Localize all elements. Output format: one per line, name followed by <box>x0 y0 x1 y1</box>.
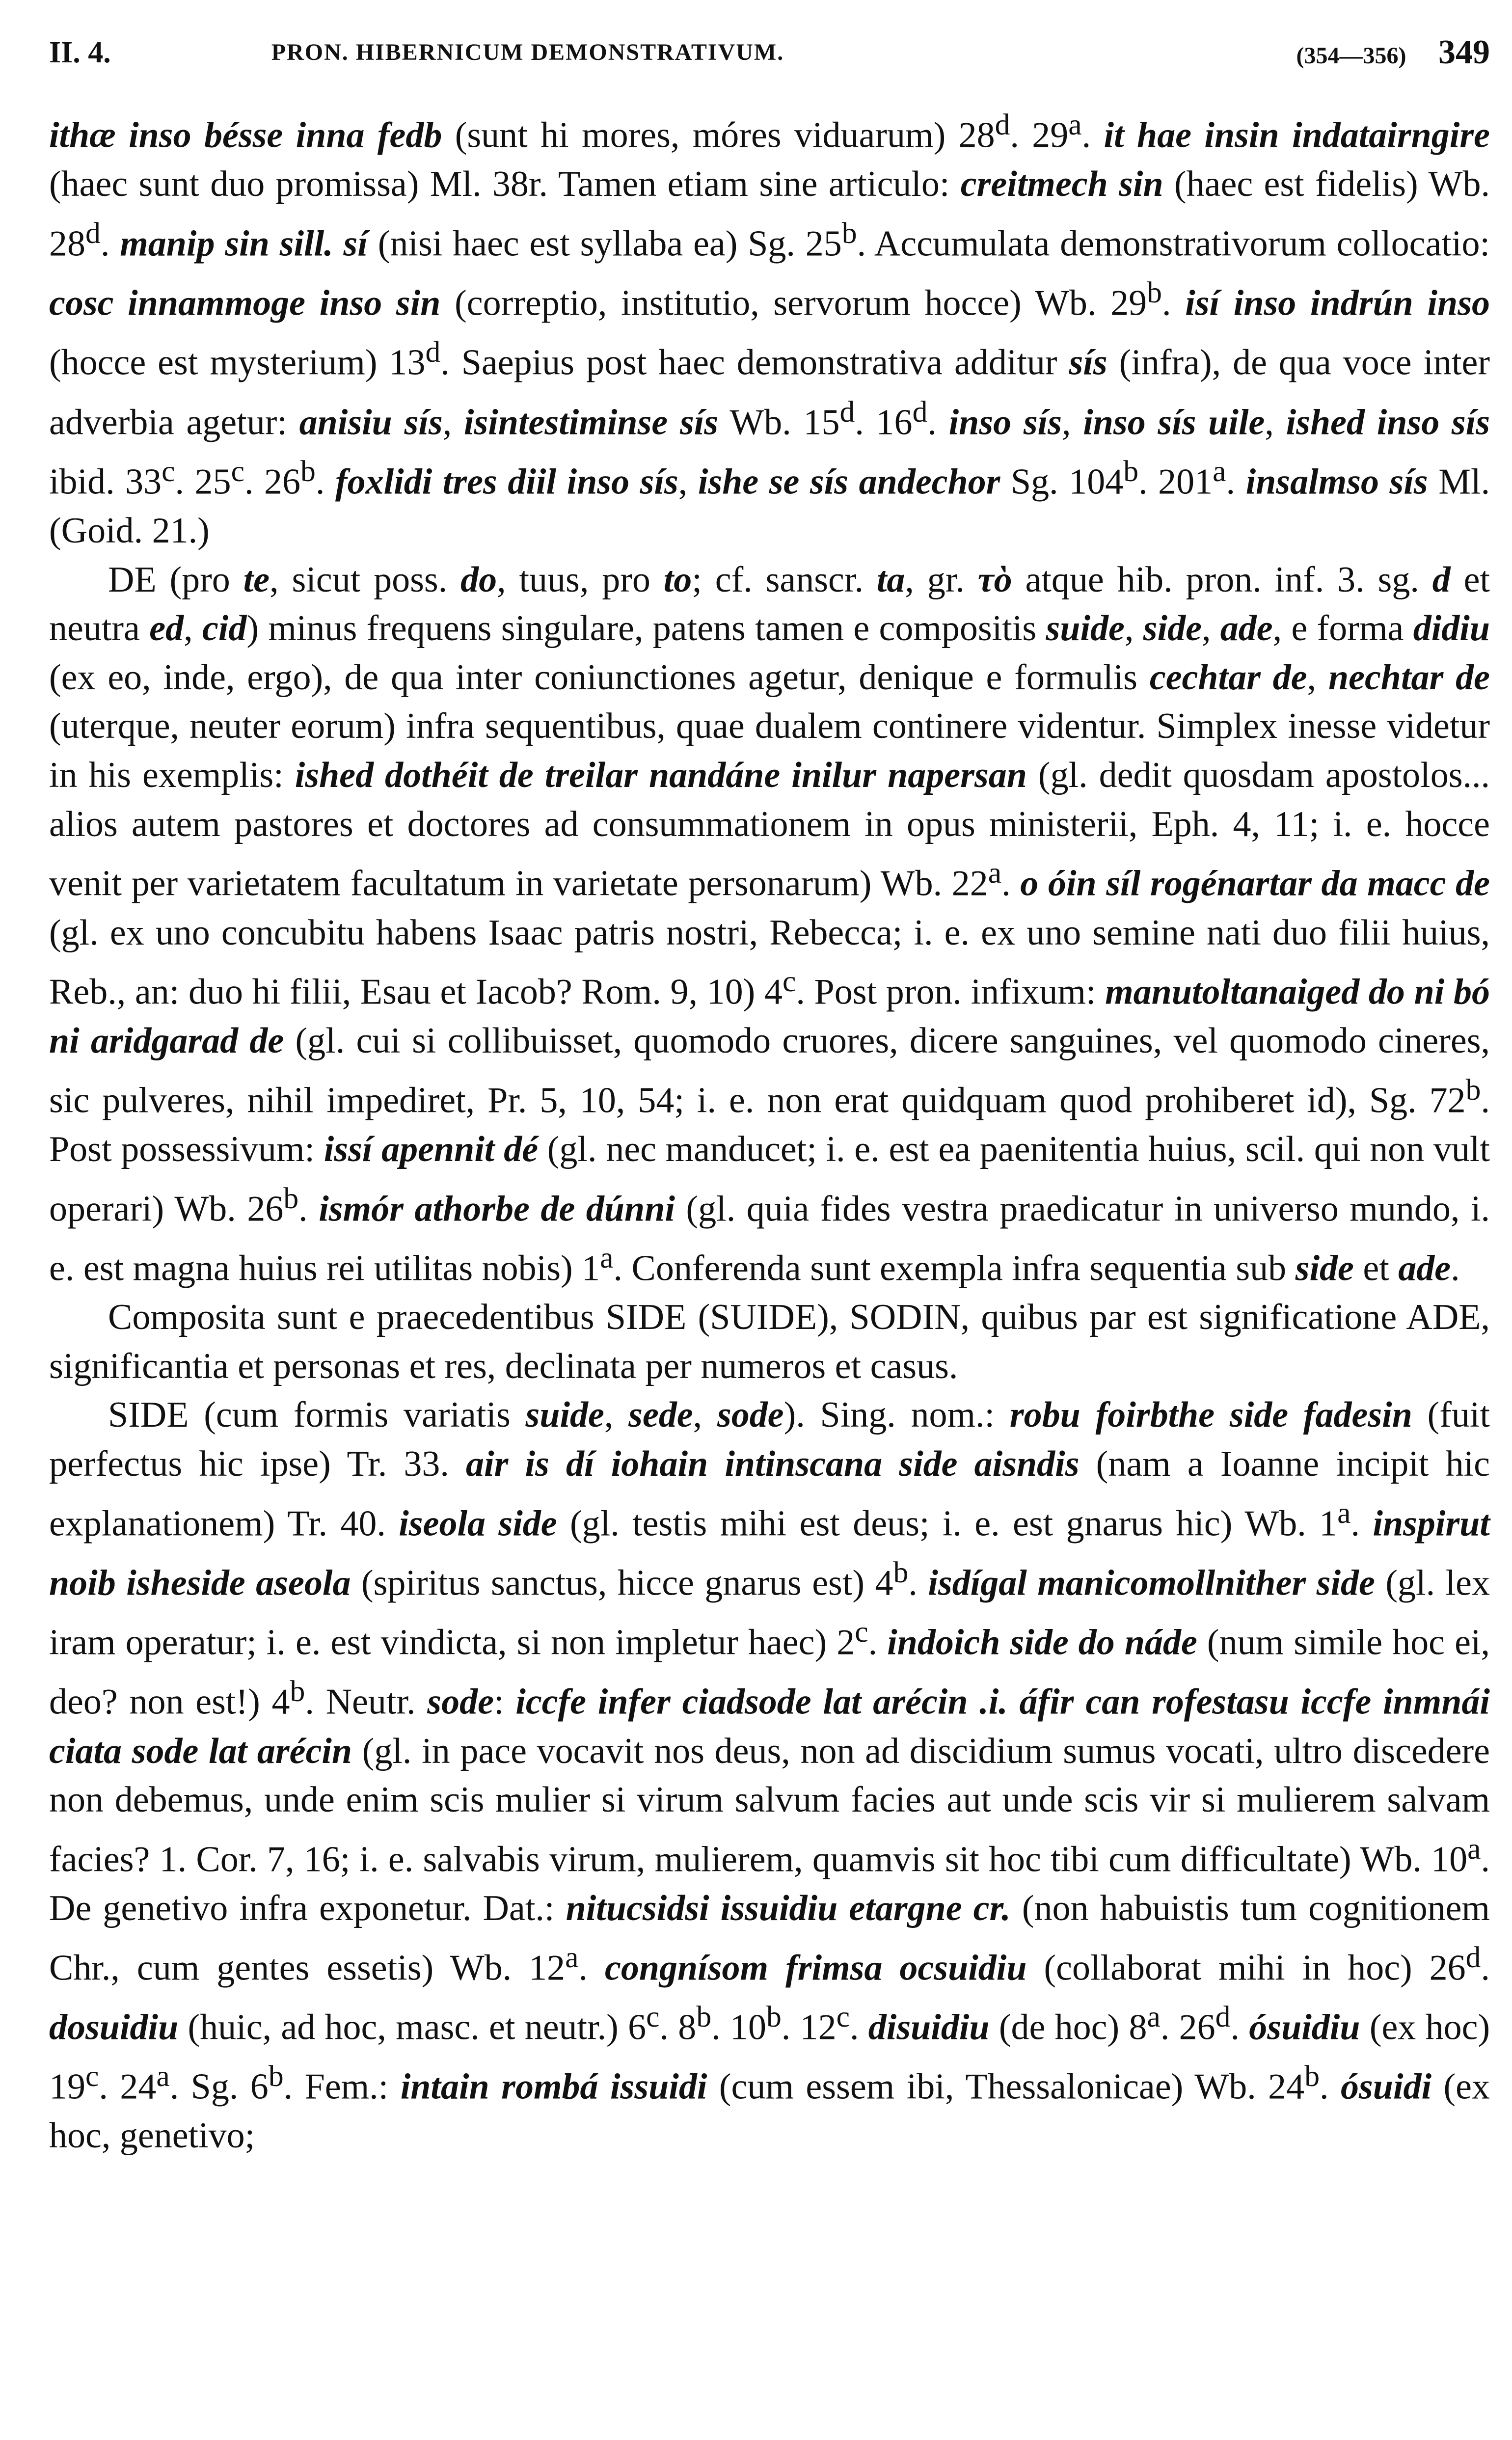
section-number: II. 4. <box>49 36 111 69</box>
paragraph: ithæ inso bésse inna fedb (sunt hi mores, móres viduarum) 28$^d$. 29$^a$. it hae insin indatairngire (haec sunt duo promissa) Ml. 38r. Tamen etiam sine articulo: creitmech sin (haec est fidelis) Wb. 28$^d$. manip sin sill. sí (nisi haec est syllaba ea) Sg. 25$^b$. Accumulata demonstrativorum collocatio: cosc innammoge inso sin (correptio, institutio, servorum hocce) Wb. 29$^b$. isí inso indrún inso (hocce est mysterium) 13$^d$. Saepius post haec demonstrativa additur sís (infra), de qua voce inter adverbia agetur: anisiu sís, isintestiminse sís Wb. 15$^d$. 16$^d$. inso sís, inso sís uile, ished inso sís ibid. 33$^c$. 25$^c$. 26$^b$. foxlidi tres diil inso sís, ishe se sís andechor Sg. 104$^b$. 201$^a$. insalmso sís Ml. (Goid. 21.) <box>49 108 1490 551</box>
paragraph: SIDE (cum formis variatis suide, sede, sode). Sing. nom.: robu foirbthe side fadesin (fuit perfectus hic ipse) Tr. 33. air is dí iohain intinscana side aisndis (nam a Ioanne incipit hic explanationem) Tr. 40. iseola side (gl. testis mihi est deus; i. e. est gnarus hic) Wb. 1$^a$. inspirut noib isheside aseola (spiritus sanctus, hicce gnarus est) 4$^b$. isdígal manicomollnither side (gl. lex iram operatur; i. e. est vindicta, si non impletur haec) 2$^c$. indoich side do náde (num simile hoc ei, deo? non est!) 4$^b$. Neutr. sode: iccfe infer ciadsode lat arécin .i. áfir can rofestasu iccfe inmnái ciata sode lat arécin (gl. in pace vocavit nos deus, non ad discidium sumus vocati, ultro discedere non debemus, unde enim scis mulier si virum salvum facies aut unde scis vir si mulierem salvam facies? 1. Cor. 7, 16; i. e. salvabis virum, mulierem, quamvis sit hoc tibi cum difficultate) Wb. 10$^a$. De genetivo infra exponetur. Dat.: nitucsidsi issuidiu etargne cr. (non habuistis tum cognitionem Chr., cum gentes essetis) Wb. 12$^a$. congnísom frimsa ocsuidiu (collaborat mihi in hoc) 26$^d$. dosuidiu (huic, ad hoc, masc. et neutr.) 6$^c$. 8$^b$. 10$^b$. 12$^c$. disuidiu (de hoc) 8$^a$. 26$^d$. ósuidiu (ex hoc) 19$^c$. 24$^a$. Sg. 6$^b$. Fem.: intain rombá issuidi (cum essem ibi, Thessalonicae) Wb. 24$^b$. ósuidi (ex hoc, genetivo; <box>49 1395 1490 2156</box>
header-right <box>1296 26 1490 83</box>
paragraph: DE (pro te, sicut poss. do, tuus, pro to; cf. sanscr. ta, gr. τὸ atque hib. pron. inf. 3. sg. d et neutra ed, cid) minus frequens singulare, patens tamen e compositis suide, side, ade, e forma didiu (ex eo, inde, ergo), de qua inter coniunctiones agetur, denique e formulis cechtar de, nechtar de (uterque, neuter eorum) infra sequentibus, quae dualem continere videntur. Simplex inesse videtur in his exemplis: ished dothéit de treilar nandáne inilur napersan (gl. dedit quosdam apostolos... alios autem pastores et doctores ad consummationem in opus ministerii, Eph. 4, 11; i. e. hocce venit per varietatem facultatum in varietate personarum) Wb. 22$^a$. o óin síl rogénartar da macc de (gl. ex uno concubitu habens Isaac patris nostri, Rebecca; i. e. ex uno semine nati duo filii huius, Reb., an: duo hi filii, Esau et Iacob? Rom. 9, 10) 4$^c$. Post pron. infixum: manutoltanaiged do ni bó ni aridgarad de (gl. cui si collibuisset, quomodo cruores, dicere sanguines, vel quomodo cineres, sic pulveres, nihil impediret, Pr. 5, 10, 54; i. e. non erat quidquam quod prohiberet id), Sg. 72$^b$. Post possessivum: issí apennit dé (gl. nec manducet; i. e. est ea paenitentia huius, scil. qui non vult operari) Wb. 26$^b$. ismór athorbe de dúnni (gl. quia fides vestra praedicatur in universo mundo, i. e. est magna huius rei utilitas nobis) 1$^a$. Conferenda sunt exempla infra sequentia sub side et ade. <box>49 559 1490 1289</box>
paragraph: Composita sunt e praecedentibus SIDE (SUIDE), SODIN, quibus par est significatione ADE, significantia et personas et res, declinata per numeros et casus. <box>49 1297 1490 1386</box>
running-title: PRON. HIBERNICUM DEMONSTRATIVUM. <box>271 39 784 65</box>
running-header <box>49 26 1490 80</box>
page-number: 349 <box>1438 33 1490 71</box>
body-text <box>49 101 1490 2161</box>
paragraph-reference: (354—356) <box>1296 43 1406 69</box>
